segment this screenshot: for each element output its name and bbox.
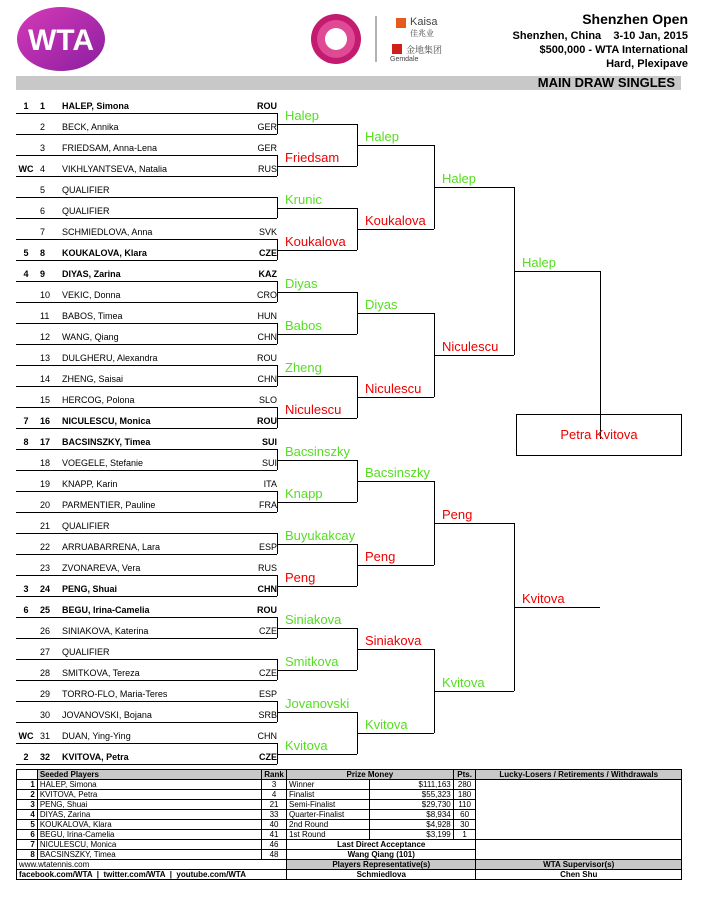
supervisor-label: WTA Supervisor(s) xyxy=(476,860,682,870)
winner-name: Bacsinszky xyxy=(285,443,351,459)
prize-points: 280 xyxy=(453,780,476,790)
player-country: ITA xyxy=(263,479,277,489)
prize-points: 1 xyxy=(453,830,476,840)
player-country: ROU xyxy=(257,605,277,615)
draw-line xyxy=(16,239,277,240)
draw-line xyxy=(16,470,277,471)
player-name: KNAPP, Karin xyxy=(62,479,118,489)
sponsor-logos xyxy=(308,12,458,66)
draw-title: MAIN DRAW SINGLES xyxy=(537,75,675,90)
draw-line xyxy=(16,554,277,555)
seed-player: BEGU, Irina-Camelia xyxy=(37,830,261,840)
draw-position: 1 xyxy=(40,101,46,111)
player-country: ROU xyxy=(257,416,277,426)
sponsor-gemdale: Gemdale xyxy=(390,56,419,63)
bracket-line xyxy=(357,229,434,230)
seed-label: 2 xyxy=(23,752,29,762)
draw-line xyxy=(16,659,277,660)
winner-name: Koukalova xyxy=(285,233,346,249)
prize-money: $3,199 xyxy=(370,830,453,840)
winner-name: Kvitova xyxy=(522,590,565,606)
bracket-line xyxy=(357,649,434,650)
bracket-line xyxy=(277,418,357,419)
draw-line xyxy=(16,365,277,366)
seed-number: 3 xyxy=(17,800,38,810)
winner-name: Peng xyxy=(285,569,316,585)
draw-position: 6 xyxy=(40,206,46,216)
bracket-line xyxy=(434,187,514,188)
winner-name: Diyas xyxy=(285,275,318,291)
bracket-line xyxy=(277,460,357,461)
player-country: HUN xyxy=(257,311,277,321)
player-country: SRB xyxy=(258,710,277,720)
player-country: CZE xyxy=(259,752,277,762)
player-name: HALEP, Simona xyxy=(62,101,129,111)
bracket-line xyxy=(277,334,357,335)
draw-line xyxy=(16,428,277,429)
winner-name: Peng xyxy=(365,548,396,564)
prize-points: 110 xyxy=(453,800,476,810)
player-name: KVITOVA, Petra xyxy=(62,752,129,762)
prize-round: 2nd Round xyxy=(287,820,370,830)
draw-position: 29 xyxy=(40,689,51,699)
seed-number: 8 xyxy=(17,850,38,860)
draw-position: 18 xyxy=(40,458,51,468)
player-country: CZE xyxy=(259,626,277,636)
wta-logo xyxy=(16,6,106,72)
prize-points: 30 xyxy=(453,820,476,830)
players-rep-label: Players Representative(s) xyxy=(287,860,476,870)
draw-line xyxy=(16,407,277,408)
seed-label: 1 xyxy=(23,101,29,111)
player-country: SUI xyxy=(261,458,277,468)
player-name: FRIEDSAM, Anna-Lena xyxy=(62,143,158,153)
social-links[interactable]: facebook.com/WTA | twitter.com/WTA | youtube.com/WTA xyxy=(17,870,287,880)
draw-line xyxy=(16,701,277,702)
winner-name: Babos xyxy=(285,317,322,333)
player-country: CRO xyxy=(257,290,277,300)
player-name: VOEGELE, Stefanie xyxy=(62,458,144,468)
draw-line xyxy=(16,491,277,492)
seed-player: KOUKALOVA, Klara xyxy=(37,820,261,830)
winner-name: Koukalova xyxy=(365,212,426,228)
player-country: ROU xyxy=(257,353,277,363)
seed-label: 7 xyxy=(23,416,29,426)
prize-header: Prize Money xyxy=(287,770,454,780)
player-country: FRA xyxy=(259,500,277,510)
seed-number: 4 xyxy=(17,810,38,820)
draw-line xyxy=(16,512,277,513)
draw-line xyxy=(16,449,277,450)
player-country: KAZ xyxy=(258,269,277,279)
draw-line xyxy=(16,197,277,198)
bracket-line xyxy=(357,397,434,398)
bracket-line xyxy=(277,250,357,251)
winner-name: Friedsam xyxy=(285,149,340,165)
prize-money: $55,323 xyxy=(370,790,453,800)
player-country: SLO xyxy=(258,395,277,405)
seed-rank: 33 xyxy=(262,810,287,820)
seed-label: WC xyxy=(18,164,34,174)
draw-position: 17 xyxy=(40,437,51,447)
prize-points: 60 xyxy=(453,810,476,820)
player-name: SCHMIEDLOVA, Anna xyxy=(62,227,153,237)
draw-line xyxy=(16,218,277,219)
website[interactable]: www.wtatennis.com xyxy=(17,860,287,870)
player-name: NICULESCU, Monica xyxy=(62,416,151,426)
player-name: VEKIC, Donna xyxy=(62,290,121,300)
bracket-line xyxy=(277,544,357,545)
player-name: DUAN, Ying-Ying xyxy=(62,731,131,741)
player-name: BABOS, Timea xyxy=(62,311,123,321)
champion-box xyxy=(516,414,682,456)
last-direct-acceptance-value: Wang Qiang (101) xyxy=(287,850,476,860)
seed-player: BACSINSZKY, Timea xyxy=(37,850,261,860)
draw-position: 21 xyxy=(40,521,51,531)
bracket-line xyxy=(277,166,357,167)
prize-round: Quarter-Finalist xyxy=(287,810,370,820)
bracket-line xyxy=(277,376,357,377)
draw-position: 9 xyxy=(40,269,46,279)
draw-line xyxy=(16,743,277,744)
draw-line xyxy=(16,386,277,387)
draw-line xyxy=(16,722,277,723)
seed-label: 4 xyxy=(23,269,29,279)
location-dates: Shenzhen, China 3-10 Jan, 2015 xyxy=(512,30,688,42)
player-name: DIYAS, Zarina xyxy=(62,269,121,279)
player-country: RUS xyxy=(257,164,277,174)
seed-rank: 48 xyxy=(262,850,287,860)
draw-position: 11 xyxy=(40,311,50,321)
draw-position: 16 xyxy=(40,416,51,426)
player-country: GER xyxy=(257,122,277,132)
winner-name: Halep xyxy=(442,170,476,186)
draw-position: 20 xyxy=(40,500,51,510)
draw-line xyxy=(16,260,277,261)
player-country: SVK xyxy=(258,227,277,237)
player-name: QUALIFIER xyxy=(62,206,110,216)
prize-round: Finalist xyxy=(287,790,370,800)
bracket-line xyxy=(277,586,357,587)
winner-name: Halep xyxy=(365,128,399,144)
bracket-line xyxy=(514,271,600,272)
winner-name: Siniakova xyxy=(365,632,422,648)
wta-logo-text: WTA xyxy=(27,24,95,57)
draw-line xyxy=(16,764,277,765)
champion-name: Petra Kvitova xyxy=(560,427,638,442)
winner-name: Halep xyxy=(285,107,319,123)
player-country: ROU xyxy=(257,101,277,111)
bracket-line xyxy=(277,754,357,755)
lucky-losers-cell-2 xyxy=(476,840,682,860)
bracket-line xyxy=(277,502,357,503)
player-country: ESP xyxy=(258,542,277,552)
draw-position: 14 xyxy=(40,374,51,384)
bracket-line xyxy=(434,355,514,356)
winner-name: Krunic xyxy=(285,191,322,207)
seed-player: DIYAS, Zarina xyxy=(37,810,261,820)
winner-name: Niculescu xyxy=(285,401,342,417)
player-country: SUI xyxy=(261,437,277,447)
draw-position: 32 xyxy=(40,752,51,762)
player-country: CHN xyxy=(257,584,277,594)
lucky-losers-cell xyxy=(476,780,682,840)
seed-label: 8 xyxy=(23,437,29,447)
winner-name: Niculescu xyxy=(365,380,422,396)
seed-player: PENG, Shuai xyxy=(37,800,261,810)
bracket-line xyxy=(357,481,434,482)
bracket-line xyxy=(357,145,434,146)
seed-rank: 4 xyxy=(262,790,287,800)
draw-title-bar xyxy=(16,76,681,90)
surface: Hard, Plexipave xyxy=(606,58,688,70)
seed-player: NICULESCU, Monica xyxy=(37,840,261,850)
footer-table xyxy=(16,769,682,880)
draw-line xyxy=(16,323,277,324)
seed-number: 6 xyxy=(17,830,38,840)
draw-line xyxy=(16,638,277,639)
draw-line xyxy=(16,680,277,681)
draw-position: 19 xyxy=(40,479,51,489)
draw-position: 23 xyxy=(40,563,51,573)
player-name: BECK, Annika xyxy=(62,122,119,132)
bracket-line xyxy=(277,670,357,671)
tournament-info xyxy=(513,10,688,71)
bracket-line xyxy=(357,313,434,314)
player-name: WANG, Qiang xyxy=(62,332,119,342)
player-name: VIKHLYANTSEVA, Natalia xyxy=(62,164,168,174)
player-name: QUALIFIER xyxy=(62,185,110,195)
draw-position: 2 xyxy=(40,122,46,132)
draw-position: 24 xyxy=(40,584,51,594)
seed-number: 5 xyxy=(17,820,38,830)
draw-position: 22 xyxy=(40,542,51,552)
draw-position: 8 xyxy=(40,248,46,258)
bracket-line xyxy=(277,292,357,293)
supervisor-value: Chen Shu xyxy=(476,870,682,880)
draw-line xyxy=(16,302,277,303)
seed-player: HALEP, Simona xyxy=(37,780,261,790)
seed-rank: 46 xyxy=(262,840,287,850)
draw-position: 4 xyxy=(40,164,46,174)
draw-line xyxy=(16,134,277,135)
draw-line xyxy=(16,533,277,534)
winner-name: Kvitova xyxy=(442,674,485,690)
player-name: SMITKOVA, Tereza xyxy=(62,668,140,678)
draw-position: 3 xyxy=(40,143,46,153)
draw-position: 25 xyxy=(40,605,51,615)
winner-name: Peng xyxy=(442,506,473,522)
draw-position: 7 xyxy=(40,227,46,237)
winner-name: Kvitova xyxy=(365,716,408,732)
draw-line xyxy=(16,113,277,114)
lucky-losers-header: Lucky-Losers / Retirements / Withdrawals xyxy=(476,770,682,780)
player-name: KOUKALOVA, Klara xyxy=(62,248,147,258)
draw-position: 28 xyxy=(40,668,51,678)
bracket-line xyxy=(434,523,514,524)
player-name: HERCOG, Polona xyxy=(62,395,135,405)
winner-name: Jovanovski xyxy=(285,695,350,711)
seed-rank: 40 xyxy=(262,820,287,830)
prize-points: 180 xyxy=(453,790,476,800)
seed-label: 3 xyxy=(23,584,29,594)
seeded-header: Seeded Players xyxy=(37,770,261,780)
last-direct-acceptance-label: Last Direct Acceptance xyxy=(287,840,476,850)
seed-player: KVITOVA, Petra xyxy=(37,790,261,800)
player-country: GER xyxy=(257,143,277,153)
player-country: ESP xyxy=(258,689,277,699)
bracket-line xyxy=(277,712,357,713)
player-name: ZHENG, Saisai xyxy=(62,374,124,384)
player-name: SINIAKOVA, Katerina xyxy=(62,626,149,636)
prize-money: $29,730 xyxy=(370,800,453,810)
winner-name: Niculescu xyxy=(442,338,499,354)
bracket-line xyxy=(434,691,514,692)
sponsor-gemdale-cn: 金地集团 xyxy=(406,45,443,55)
player-name: ARRUABARRENA, Lara xyxy=(62,542,161,552)
player-country: CHN xyxy=(257,374,277,384)
player-name: DULGHERU, Alexandra xyxy=(62,353,158,363)
draw-position: 5 xyxy=(40,185,46,195)
draw-position: 10 xyxy=(40,290,51,300)
player-country: RUS xyxy=(257,563,277,573)
draw-line xyxy=(16,575,277,576)
draw-line xyxy=(16,617,277,618)
bracket-line xyxy=(357,733,434,734)
winner-name: Siniakova xyxy=(285,611,342,627)
draw-line xyxy=(16,155,277,156)
player-name: TORRO-FLO, Maria-Teres xyxy=(62,689,168,699)
player-name: BEGU, Irina-Camelia xyxy=(62,605,150,615)
draw-position: 31 xyxy=(40,731,51,741)
seed-label: 5 xyxy=(23,248,29,258)
winner-name: Knapp xyxy=(285,485,323,501)
seed-number: 2 xyxy=(17,790,38,800)
draw-line xyxy=(16,596,277,597)
player-name: QUALIFIER xyxy=(62,521,110,531)
player-name: BACSINSZKY, Timea xyxy=(62,437,151,447)
seed-rank: 41 xyxy=(262,830,287,840)
prize-round: Semi-Finalist xyxy=(287,800,370,810)
seed-rank: 21 xyxy=(262,800,287,810)
player-name: QUALIFIER xyxy=(62,647,110,657)
seed-label: 6 xyxy=(23,605,29,615)
rank-header: Rank xyxy=(262,770,287,780)
pts-header: Pts. xyxy=(453,770,476,780)
players-rep-value: Schmiedlova xyxy=(287,870,476,880)
seed-number: 7 xyxy=(17,840,38,850)
prize-round: Winner xyxy=(287,780,370,790)
winner-name: Diyas xyxy=(365,296,398,312)
player-country: CHN xyxy=(257,332,277,342)
prize-money: $4,928 xyxy=(370,820,453,830)
draw-line xyxy=(16,281,277,282)
bracket-line xyxy=(514,607,600,608)
player-name: PARMENTIER, Pauline xyxy=(62,500,156,510)
sponsor-kaisa-cn: 佳兆业 xyxy=(410,29,434,38)
sponsor-kaisa: Kaisa xyxy=(410,16,438,28)
winner-name: Smitkova xyxy=(285,653,339,669)
bracket-line xyxy=(277,208,357,209)
winner-name: Bacsinszky xyxy=(365,464,431,480)
seed-label: WC xyxy=(18,731,34,741)
draw-position: 15 xyxy=(40,395,51,405)
draw-position: 27 xyxy=(40,647,51,657)
winner-name: Kvitova xyxy=(285,737,328,753)
bracket-line xyxy=(277,628,357,629)
player-country: CZE xyxy=(259,668,277,678)
draw-position: 13 xyxy=(40,353,51,363)
prize-round: 1st Round xyxy=(287,830,370,840)
bracket-line xyxy=(357,565,434,566)
player-name: JOVANOVSKI, Bojana xyxy=(62,710,152,720)
prize-money: $111,163 xyxy=(370,780,453,790)
bracket-line xyxy=(277,124,357,125)
player-name: PENG, Shuai xyxy=(62,584,118,594)
seed-rank: 3 xyxy=(262,780,287,790)
winner-name: Halep xyxy=(522,254,556,270)
draw-position: 30 xyxy=(40,710,51,720)
winner-name: Zheng xyxy=(285,359,322,375)
tournament-name: Shenzhen Open xyxy=(582,11,688,27)
prize-money: $8,934 xyxy=(370,810,453,820)
player-name: ZVONAREVA, Vera xyxy=(62,563,141,573)
player-country: CZE xyxy=(259,248,277,258)
draw-line xyxy=(16,176,277,177)
winner-name: Buyukakcay xyxy=(285,527,356,543)
player-country: CHN xyxy=(257,731,277,741)
prize-category: $500,000 - WTA International xyxy=(539,44,688,56)
draw-position: 26 xyxy=(40,626,51,636)
draw-line xyxy=(16,344,277,345)
draw-position: 12 xyxy=(40,332,51,342)
seed-number: 1 xyxy=(17,780,38,790)
